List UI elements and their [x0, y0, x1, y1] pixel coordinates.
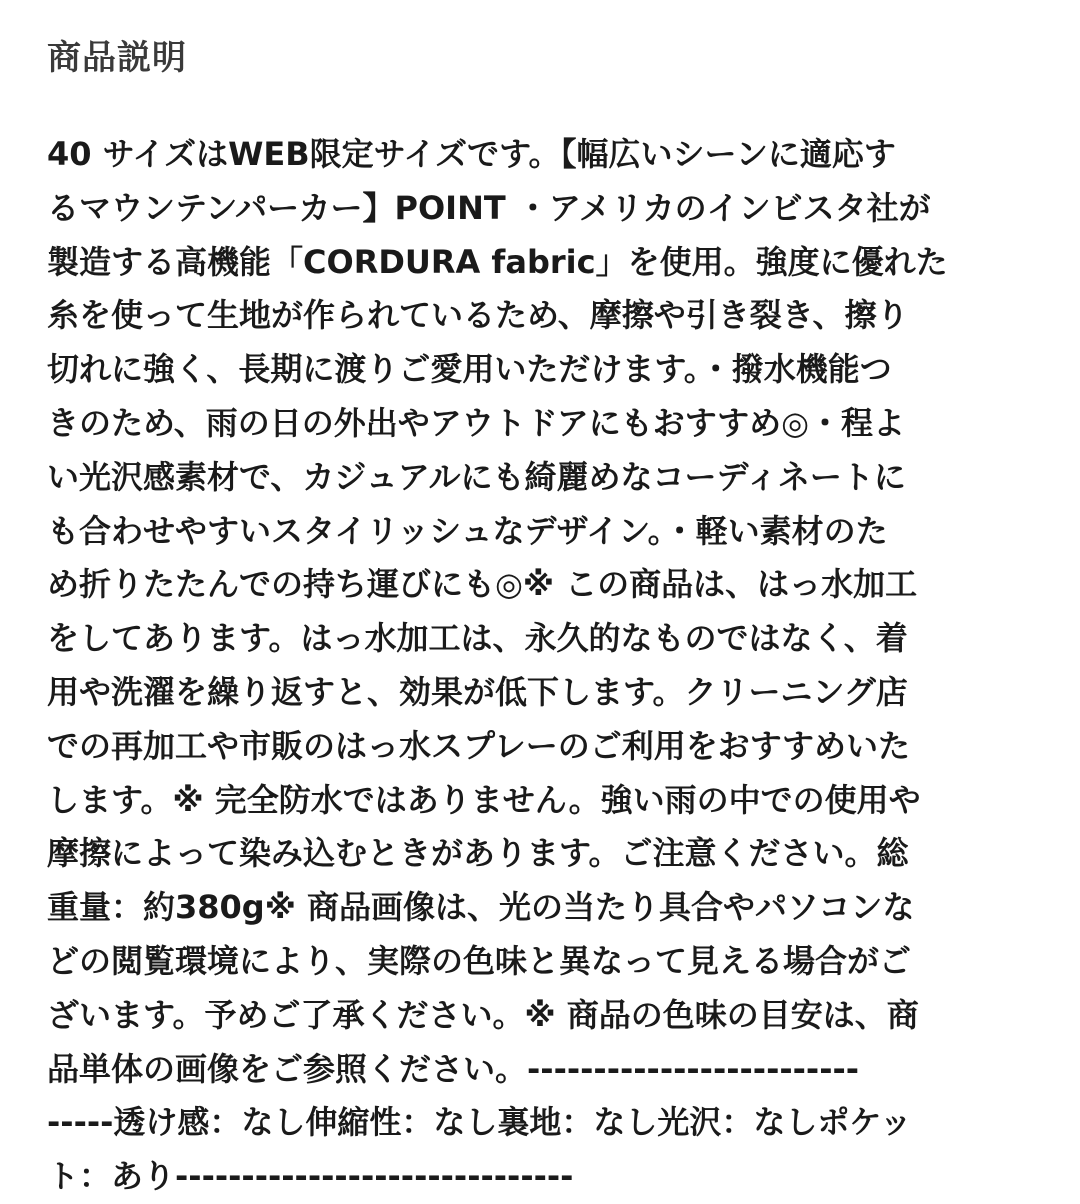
description-line: ト：あり------------------------------ — [47, 1157, 574, 1196]
description-line: め折りたたんでの持ち運びにも◎※ この商品は、はっ水加工 — [47, 565, 918, 604]
description-line: るマウンテンパーカー】POINT ・アメリカのインビスタ社が — [47, 188, 931, 227]
description-line: 40 サイズはWEB限定サイズです。【幅広いシーンに適応す — [47, 135, 896, 173]
description-line: どの閲覧環境により、実際の色味と異なって見える場合がご — [47, 941, 912, 980]
description-line: -----透け感：なし伸縮性：なし裏地：なし光沢：なしポケッ — [47, 1103, 912, 1142]
description-line: 切れに強く、長期に渡りご愛用いただけます。・撥水機能つ — [47, 350, 892, 389]
description-line: 摩擦によって染み込むときがあります。ご注意ください。総 — [47, 834, 909, 873]
description-line: 用や洗濯を繰り返すと、効果が低下します。クリーニング店 — [47, 672, 908, 711]
description-line: も合わせやすいスタイリッシュなデザイン。・軽い素材のた — [47, 511, 888, 550]
section-heading: 商品説明 — [47, 38, 187, 78]
description-line: をしてあります。はっ水加工は、永久的なものではなく、着 — [47, 619, 908, 658]
description-line: 品単体の画像をご参照ください。------------------------- — [47, 1049, 860, 1088]
description-line: きのため、雨の日の外出やアウトドアにもおすすめ◎・程よ — [47, 403, 906, 442]
description-line: します。※ 完全防水ではありません。強い雨の中での使用や — [47, 780, 921, 819]
description-body — [47, 128, 1037, 1204]
description-line: ざいます。予めご了承ください。※ 商品の色味の目安は、商 — [47, 995, 919, 1034]
description-line: 製造する高機能「CORDURA fabric」を使用。強度に優れた — [47, 242, 948, 281]
description-line: での再加工や市販のはっ水スプレーのご利用をおすすめいた — [47, 726, 911, 765]
description-line: 重量：約380g※ 商品画像は、光の当たり具合やパソコンな — [47, 888, 915, 927]
description-line: 糸を使って生地が作られているため、摩擦や引き裂き、擦り — [47, 296, 909, 335]
description-line: い光沢感素材で、カジュアルにも綺麗めなコーディネートに — [47, 457, 906, 496]
